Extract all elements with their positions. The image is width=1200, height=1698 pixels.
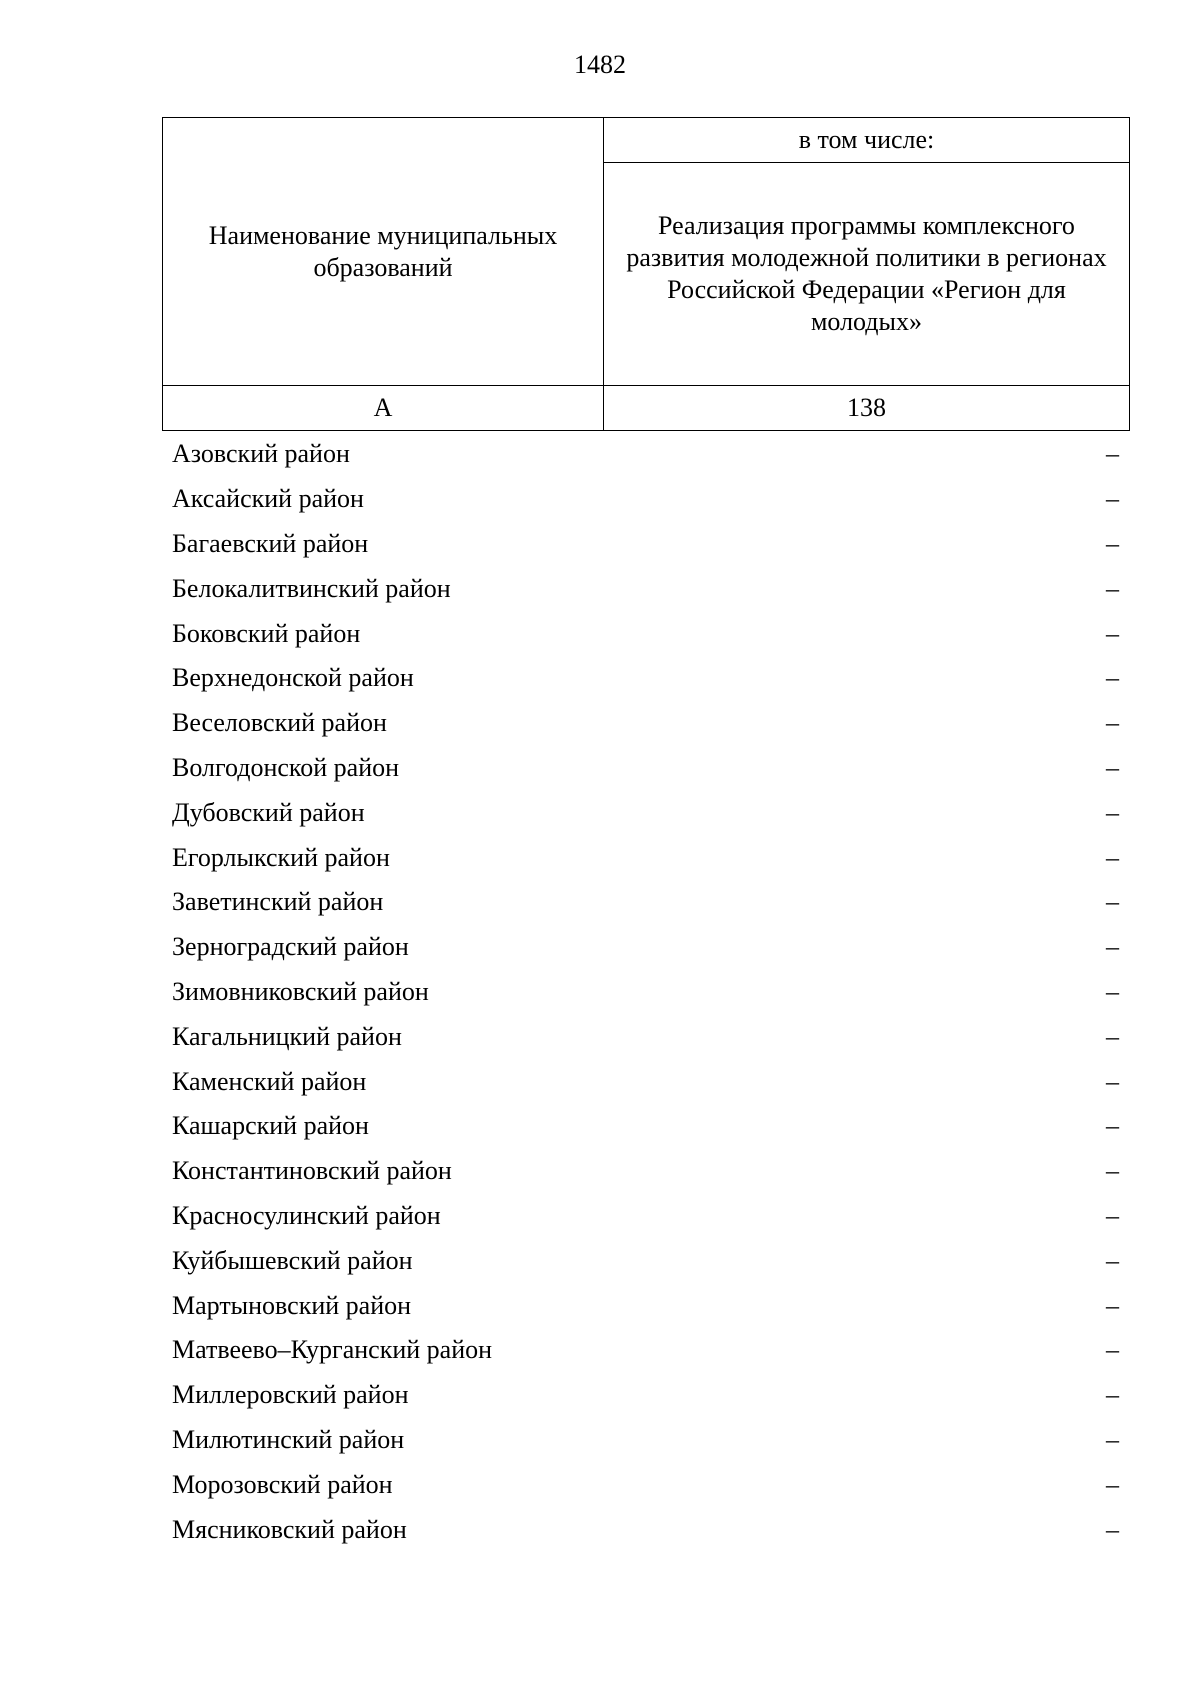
table-row <box>172 656 1119 701</box>
table-row <box>172 925 1119 970</box>
district-value: – <box>1106 1424 1119 1454</box>
district-name: Красносулинский район <box>172 1200 441 1230</box>
district-name: Зерноградский район <box>172 932 409 962</box>
district-name: Куйбышевский район <box>172 1245 413 1275</box>
district-list <box>172 432 1119 1552</box>
header-index-a: А <box>163 386 604 431</box>
district-value: – <box>1106 1469 1119 1499</box>
district-value: – <box>1106 1200 1119 1230</box>
district-value: – <box>1106 1245 1119 1275</box>
district-name: Волгодонской район <box>172 752 400 782</box>
table-row <box>172 746 1119 791</box>
district-value: – <box>1106 573 1119 603</box>
district-value: – <box>1106 1066 1119 1096</box>
table-row <box>172 1507 1119 1552</box>
table-row <box>172 566 1119 611</box>
table-row <box>172 1462 1119 1507</box>
table-header <box>162 117 1130 431</box>
district-value: – <box>1106 484 1119 514</box>
table-row <box>172 1194 1119 1239</box>
district-name: Заветинский район <box>172 887 384 917</box>
district-value: – <box>1106 1335 1119 1365</box>
district-name: Константиновский район <box>172 1156 452 1186</box>
district-name: Мартыновский район <box>172 1290 412 1320</box>
district-value: – <box>1106 1290 1119 1320</box>
district-name: Дубовский район <box>172 797 365 827</box>
table-row <box>172 432 1119 477</box>
header-including: в том числе: <box>604 118 1130 163</box>
district-name: Каменский район <box>172 1066 367 1096</box>
district-name: Морозовский район <box>172 1469 393 1499</box>
district-name: Багаевский район <box>172 528 369 558</box>
table-row <box>172 1238 1119 1283</box>
district-name: Егорлыкский район <box>172 842 390 872</box>
district-value: – <box>1106 932 1119 962</box>
header-index-138: 138 <box>604 386 1130 431</box>
table-row <box>172 1418 1119 1463</box>
district-name: Милютинский район <box>172 1424 405 1454</box>
table-row <box>172 880 1119 925</box>
district-name: Матвеево–Курганский район <box>172 1335 493 1365</box>
district-value: – <box>1106 976 1119 1006</box>
header-municipality-name: Наименование муниципальных образований <box>163 118 604 386</box>
table-row <box>172 1059 1119 1104</box>
district-value: – <box>1106 528 1119 558</box>
district-value: – <box>1106 1156 1119 1186</box>
table-row <box>172 477 1119 522</box>
district-value: – <box>1106 708 1119 738</box>
district-name: Боковский район <box>172 618 361 648</box>
table-row <box>172 1014 1119 1059</box>
district-name: Кашарский район <box>172 1111 369 1141</box>
table-row <box>172 1283 1119 1328</box>
table-row <box>172 611 1119 656</box>
table-row <box>172 835 1119 880</box>
table-row <box>172 1328 1119 1373</box>
district-value: – <box>1106 887 1119 917</box>
district-value: – <box>1106 1021 1119 1051</box>
district-name: Аксайский район <box>172 484 364 514</box>
district-value: – <box>1106 439 1119 469</box>
table-row <box>172 790 1119 835</box>
district-name: Зимовниковский район <box>172 976 429 1006</box>
header-program-title: Реализация программы комплексного развития молодежной политики в регионах Российской Федерации «Регион для молодых» <box>604 163 1130 386</box>
district-name: Верхнедонской район <box>172 663 414 693</box>
district-name: Белокалитвинский район <box>172 573 451 603</box>
district-name: Кагальницкий район <box>172 1021 402 1051</box>
page-number: 1482 <box>574 50 626 79</box>
table-row <box>172 1104 1119 1149</box>
district-value: – <box>1106 618 1119 648</box>
district-value: – <box>1106 1514 1119 1544</box>
table-row <box>172 1149 1119 1194</box>
district-name: Азовский район <box>172 439 350 469</box>
district-value: – <box>1106 797 1119 827</box>
district-name: Веселовский район <box>172 708 387 738</box>
district-value: – <box>1106 1111 1119 1141</box>
district-value: – <box>1106 842 1119 872</box>
district-value: – <box>1106 1380 1119 1410</box>
district-value: – <box>1106 663 1119 693</box>
table-row <box>172 970 1119 1015</box>
table-row <box>172 1373 1119 1418</box>
district-value: – <box>1106 752 1119 782</box>
district-name: Миллеровский район <box>172 1380 409 1410</box>
district-name: Мясниковский район <box>172 1514 407 1544</box>
table-row <box>172 701 1119 746</box>
table-row <box>172 522 1119 567</box>
